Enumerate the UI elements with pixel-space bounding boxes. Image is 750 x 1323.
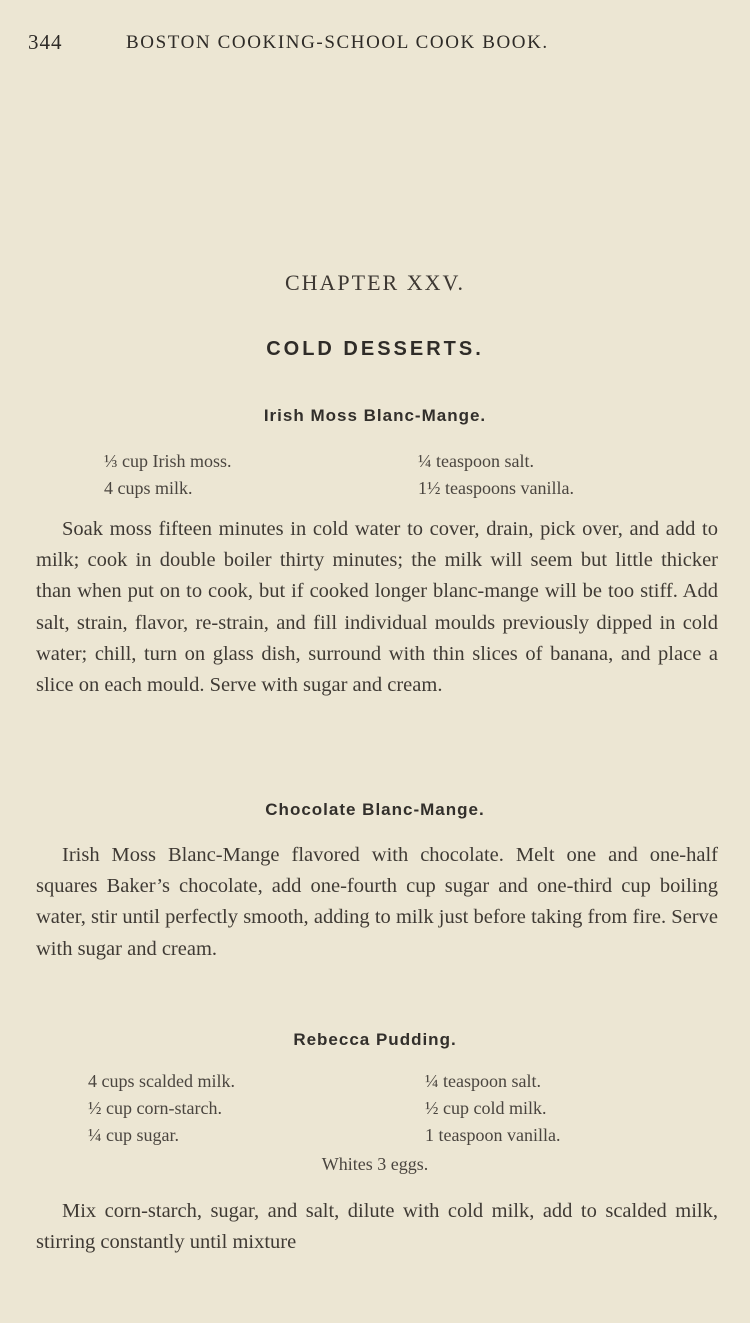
paragraph: Mix corn-starch, sugar, and salt, dilute with cold milk, add to scalded milk, stirring constantly until mixture [36, 1200, 718, 1254]
recipe-text-irish-moss [36, 514, 718, 701]
ingredient-line: ¼ teaspoon salt. [425, 1071, 541, 1091]
paragraph: Soak moss fifteen minutes in cold water to cover, drain, pick over, and add to milk; cook in double boiler thirty minutes; the milk will seem but little thicker than when put on to cook, but if cooked longer blanc-mange will be too stiff. Add salt, strain, flavor, re-strain, and fill individual moulds previously dipped in cold water; chill, turn on glass dish, surround with thin slices of banana, and place a slice on each mould. Serve with sugar and cream. [36, 518, 718, 697]
recipe-title-irish-moss: Irish Moss Blanc-Mange. [263, 406, 487, 425]
running-title: BOSTON COOKING-SCHOOL COOK BOOK. [126, 32, 549, 53]
ingredient-line: ½ cup corn-starch. [88, 1098, 222, 1118]
ingredient-line: 4 cups milk. [104, 478, 193, 498]
chapter-heading: CHAPTER XXV. [284, 270, 466, 295]
ingredient-line-center: Whites 3 eggs. [321, 1154, 429, 1174]
recipe-title-chocolate: Chocolate Blanc-Mange. [265, 800, 485, 819]
section-heading: COLD DESSERTS. [266, 338, 484, 360]
recipe-text-chocolate [36, 840, 718, 965]
page-number: 344 [28, 30, 63, 54]
ingredient-line: ¼ cup sugar. [88, 1125, 179, 1145]
ingredient-line: ⅓ cup Irish moss. [104, 451, 232, 471]
ingredient-line: 4 cups scalded milk. [88, 1071, 235, 1091]
ingredient-line: ½ cup cold milk. [425, 1098, 547, 1118]
recipe-text-rebecca [36, 1196, 718, 1258]
ingredient-line: ¼ teaspoon salt. [418, 451, 534, 471]
recipe-title-rebecca: Rebecca Pudding. [293, 1030, 457, 1049]
paragraph: Irish Moss Blanc-Mange flavored with chocolate. Melt one and one-half squares Baker’s chocolate, add one-fourth cup sugar and one-third cup boiling water, stir until perfectly smooth, adding to milk just before taking from fire. Serve with sugar and cream. [36, 844, 718, 960]
ingredient-line: 1 teaspoon vanilla. [425, 1125, 561, 1145]
ingredient-line: 1½ teaspoons vanilla. [418, 478, 574, 498]
